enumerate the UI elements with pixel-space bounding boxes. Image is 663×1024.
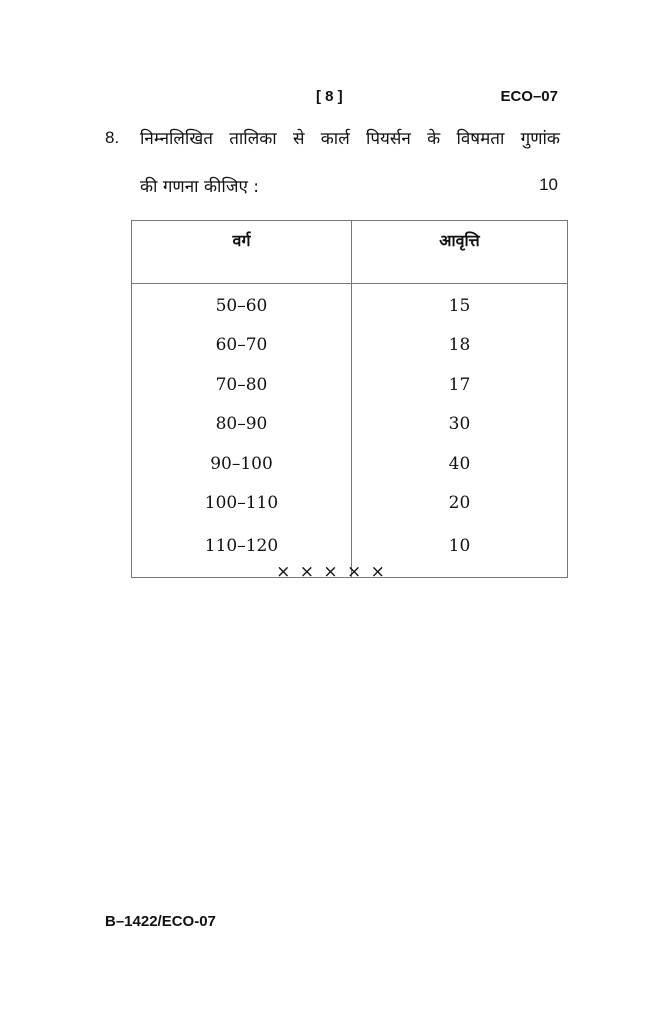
question-marks: 10 bbox=[539, 175, 558, 194]
table-row bbox=[132, 444, 568, 484]
frequency-cell: 18 bbox=[448, 335, 471, 356]
class-interval-cell: 70–80 bbox=[132, 365, 352, 405]
class-interval-cell: 90–100 bbox=[132, 444, 352, 484]
frequency-cell: 30 bbox=[448, 414, 471, 435]
page-number: [ 8 ] bbox=[316, 88, 343, 105]
frequency-table bbox=[131, 220, 568, 578]
paper-code-footer: B–1422/ECO-07 bbox=[105, 913, 216, 930]
frequency-cell: 10 bbox=[448, 536, 471, 556]
class-interval-cell: 60–70 bbox=[132, 326, 352, 366]
course-code-header: ECO–07 bbox=[500, 88, 558, 105]
frequency-cell: 15 bbox=[448, 295, 471, 316]
column-header-class: वर्ग bbox=[132, 221, 352, 284]
table-header-row bbox=[132, 221, 568, 284]
class-interval-cell: 110–120 bbox=[132, 523, 352, 578]
frequency-cell: 20 bbox=[448, 493, 471, 514]
frequency-cell: 40 bbox=[448, 453, 471, 474]
class-interval-cell: 80–90 bbox=[132, 405, 352, 445]
frequency-cell: 17 bbox=[448, 374, 471, 395]
table-row bbox=[132, 326, 568, 366]
class-interval-cell: 50–60 bbox=[132, 284, 352, 326]
question-text-line2: की गणना कीजिए : bbox=[140, 177, 259, 197]
end-of-paper-mark: × × × × × bbox=[276, 562, 387, 582]
table-row bbox=[132, 405, 568, 445]
table-row bbox=[132, 365, 568, 405]
column-header-frequency: आवृत्ति bbox=[352, 221, 568, 284]
class-interval-cell: 100–110 bbox=[132, 484, 352, 524]
table-row bbox=[132, 284, 568, 326]
question-text-line1: निम्नलिखित तालिका से कार्ल पियर्सन के विषमता गुणांक bbox=[140, 129, 560, 149]
table-row bbox=[132, 484, 568, 524]
question-number: 8. bbox=[105, 128, 120, 147]
